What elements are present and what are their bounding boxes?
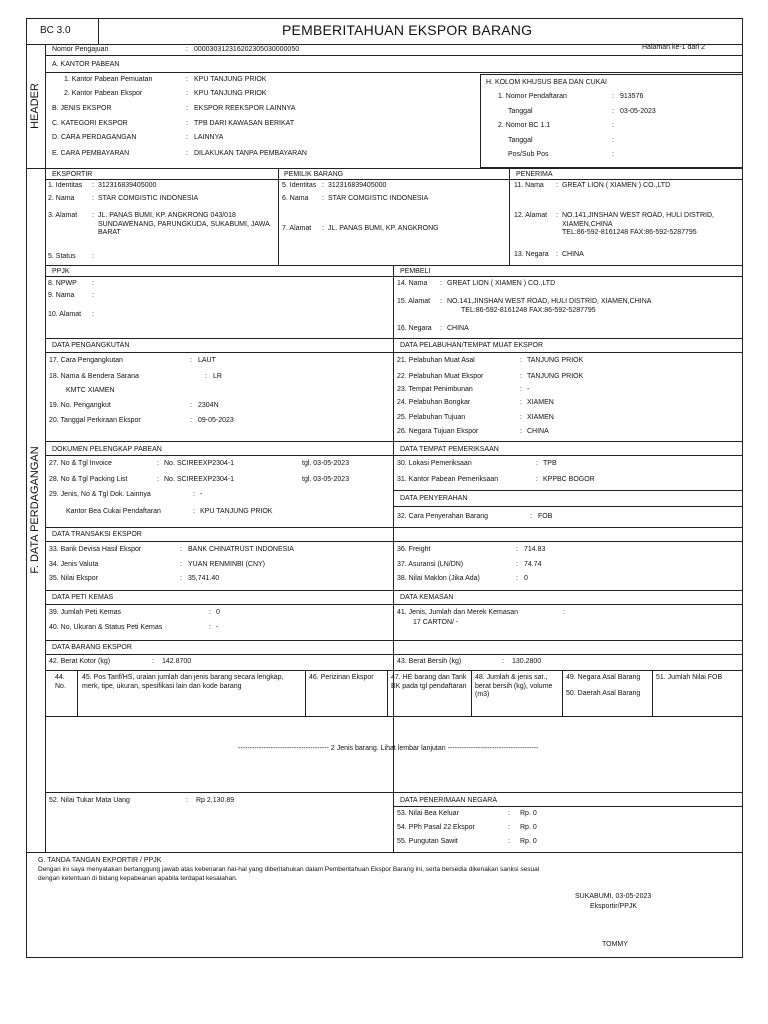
f29-value: - [200,491,203,498]
kantor-ekspor-label: 2. Kantor Pabean Ekspor [64,90,143,97]
f41-label: 41. Jenis, Jumlah dan Merek Kemasan [397,609,519,616]
ppjk-title: PPJK [52,268,70,275]
pembeli-alamat-value: NO.141,JINSHAN WEST ROAD, HULI DISTRID, XIAMEN,CHINA [447,298,652,305]
f42-label: 42. Berat Kotor (kg) [49,658,111,665]
ttd-name: TOMMY [602,941,628,948]
kantor-muat-value: KPU TANJUNG PRIOK [194,76,267,83]
pemeriksaan-title: DATA TEMPAT PEMERIKSAAN [400,446,499,453]
f28-date: tgl. 03-05-2023 [302,476,350,483]
f55-value: Rp. 0 [520,838,537,845]
f25-value: XIAMEN [527,414,554,421]
f26-label: 26. Negara Tujuan Ekspor [397,428,479,435]
f21-label: 21. Pelabuhan Muat Asal [397,357,475,364]
f36-value: 714.83 [524,546,546,553]
f28-label: 28. No & Tgl Packing List [49,476,128,483]
penerimaan-title: DATA PENERIMAAN NEGARA [400,797,497,804]
f54-label: 54. PPh Pasal 22 Ekspor [397,824,475,831]
tanggal-bc11-label: Tanggal [508,137,533,144]
f41-value: 17 CARTON/ - [413,619,459,626]
pembeli-negara-label: 16. Negara [397,325,432,332]
tanggal-daftar-label: Tanggal [508,108,533,115]
f24-value: XIAMEN [527,399,554,406]
nomor-bc11-label: 2. Nomor BC 1.1 [498,122,551,129]
pembeli-alamat-tel: TEL:86-592-8161248 FAX:86-592-5287795 [461,307,596,314]
transaksi-title: DATA TRANSAKSI EKSPOR [52,531,142,538]
form-title: PEMBERITAHUAN EKSPOR BARANG [282,22,533,38]
kemasan-title: DATA KEMASAN [400,594,454,601]
penerima-negara-value: CHINA [562,251,584,258]
f53-label: 53. Nilai Bea Keluar [397,810,459,817]
f39-label: 39. Jumlah Peti Kemas [49,609,121,616]
f40-value: - [216,624,219,631]
pembeli-nama-value: GREAT LION ( XIAMEN ) CO.,LTD [447,280,556,287]
f53-value: Rp. 0 [520,810,537,817]
f35-value: 35,741.40 [188,575,220,582]
pemilik-identitas-value: 312316839405000 [328,182,387,189]
form-code: BC 3.0 [40,25,71,36]
kategori-ekspor-value: TPB DARI KAWASAN BERIKAT [194,120,295,127]
eksportir-alamat-value: JL. PANAS BUMI, KP. ANGKRONG 043/018 SUNDAWENANG, PARUNGKUDA, SUKABUMI, JAWA BARAT [98,212,270,236]
halaman: Halaman ke-1 dari 2 [642,44,706,51]
tanggal-daftar-value: 03-05-2023 [620,108,656,115]
pemilik-nama-value: STAR COMGISTIC INDONESIA [328,195,429,202]
kantor-bc-value: KPU TANJUNG PRIOK [200,508,273,515]
f24-label: 24. Pelabuhan Bongkar [397,399,471,406]
ttd-title: G. TANDA TANGAN EKPORTIR / PPJK [38,857,162,864]
f20-value: 09-05-2023 [198,417,234,424]
penerima-alamat-value: NO.141,JINSHAN WEST ROAD, HULI DISTRID, XIAMEN,CHINA [562,212,714,228]
pemilik-alamat-value: JL. PANAS BUMI, KP. ANGKRONG [328,225,439,232]
f19-label: 19. No. Pengangkut [49,402,111,409]
ppjk-nama-label: 9. Nama [48,292,75,299]
f21-value: TANJUNG PRIOK [527,357,584,364]
penerima-alamat-tel: TEL:86-592-8161248 FAX:86-592-5287795 [562,229,697,236]
eksportir-identitas-label: 1. Identitas [48,182,83,189]
ppjk-alamat-label: 10. Alamat [48,311,82,318]
kategori-ekspor-label: C. KATEGORI EKSPOR [52,120,128,127]
side-label-data-perdagangan: F. DATA PERDAGANGAN [29,446,41,574]
penerima-negara-label: 13. Negara [514,251,549,258]
eksportir-status-label: 5. Status [48,253,76,260]
penerima-nama-label: 11. Nama [514,182,544,189]
eksportir-nama-label: 2. Nama [48,195,75,202]
f37-label: 37. Asuransi (LN/DN) [397,561,464,568]
f34-label: 34. Jenis Valuta [49,561,99,568]
f34-value: YUAN RENMINBI (CNY) [188,561,266,568]
f27-value: No. SCIREEXP2304-1 [164,460,235,467]
kantor-section: A. KANTOR PABEAN [52,61,120,68]
pembeli-alamat-label: 15. Alamat [397,298,431,305]
f27-label: 27. No & Tgl Invoice [49,460,112,467]
cara-dagang-label: D. CARA PERDAGANGAN [52,134,137,141]
pelabuhan-title: DATA PELABUHAN/TEMPAT MUAT EKSPOR [400,342,544,349]
f26-value: CHINA [527,428,549,435]
f23-label: 23. Tempat Penimbunan [397,386,473,393]
kantor-muat-label: 1. Kantor Pabean Pemuatan [64,76,153,83]
f37-value: 74.74 [524,561,542,568]
kantor-bc-label: Kantor Bea Cukai Pendaftaran [66,508,161,515]
penerima-title: PENERIMA [516,171,553,178]
f19-value: 2304N [198,402,219,409]
dokumen-title: DOKUMEN PELENGKAP PABEAN [52,446,162,453]
f52-label: 52. Nilai Tukar Mata Uang [49,797,130,804]
col-47: 47. HE barang dan Tarik BK pada tgl pendaftaran [391,674,467,690]
col-50: 50. Daerah Asal Barang [566,690,641,697]
f30-value: TPB [543,460,557,467]
f33-label: 33. Bank Devisa Hasil Ekspor [49,546,142,553]
f30-label: 30. Lokasi Pemeriksaan [397,460,472,467]
f17-value: LAUT [198,357,216,364]
pembeli-nama-label: 14. Nama [397,280,428,287]
peti-title: DATA PETI KEMAS [52,594,114,601]
col-48: 48. Jumlah & jenis sat., berat bersih (kg), volume (m3) [475,674,553,698]
ppjk-npwp-label: 8. NPWP [48,280,77,287]
f52-value: Rp 2,130.89 [196,797,235,804]
ttd-statement-1: Dengan ini saya menyatakan bertanggung jawab atas kebenaran hal-hal yang diberitahukan dalam Pemberitahuan Ekspor Barang ini, serta bersedia dikenakan sanksi sesual [38,866,540,873]
f55-label: 55. Pungutan Sawit [397,838,458,845]
kolom-khusus-title: H. KOLOM KHUSUS BEA DAN CUKAI [486,79,607,86]
penerima-alamat-label: 12. Alamat [514,212,548,219]
lembar-lanjutan-note: --------------------------------------- 2 Jenis barang. Lihat lembar lanjutan --------------------------------------- [238,745,539,752]
pemilik-nama-label: 6. Nama [282,195,309,202]
col-44: 44. No. [55,674,66,690]
nomor-pendaftaran-value: 913576 [620,93,644,100]
f20-label: 20. Tanggal Perkiraan Ekspor [49,417,141,424]
col-45: 45. Pos Tarif/HS, uraian jumlah dan jenis barang secara lengkap, merk, tipe, ukuran, spesifikasi lain dan kode barang [82,674,284,690]
f38-value: 0 [524,575,528,582]
f43-label: 43. Berat Bersih (kg) [397,658,462,665]
f31-label: 31. Kantor Pabean Pemeriksaan [397,476,499,483]
ttd-statement-2: dengan ketentuan di bidang kepabeanan apabila terdapat kesalahan. [38,875,238,882]
kantor-ekspor-value: KPU TANJUNG PRIOK [194,90,267,97]
f42-value: 142.8700 [162,658,192,665]
cara-dagang-value: LAINNYA [194,134,224,141]
eksportir-alamat-label: 3. Alamat [48,212,78,219]
f43-value: 130.2800 [512,658,542,665]
f18-value: LR [213,373,222,380]
eksportir-nama-value: STAR COMGISTIC INDONESIA [98,195,199,202]
eksportir-identitas-value: 312316839405000 [98,182,157,189]
f36-label: 36. Freight [397,546,431,553]
f40-label: 40. No, Ukuran & Status Peti Kemas [49,624,163,631]
pembeli-negara-value: CHINA [447,325,469,332]
f25-label: 25. Pelabuhan Tujuan [397,414,466,421]
barang-title: DATA BARANG EKSPOR [52,644,132,651]
f22-value: TANJUNG PRIOK [527,373,584,380]
f38-label: 38. Nilai Maklon (Jika Ada) [397,575,480,582]
pos-label: Pos/Sub Pos [508,151,549,158]
ttd-place-date: SUKABUMI, 03-05-2023 [575,893,652,900]
f35-label: 35. Nilai Ekspor [49,575,99,582]
f29-label: 29. Jenis, No & Tgl Dok. Lainnya [49,491,151,498]
f22-label: 22. Pelabuhan Muat Ekspor [397,373,484,380]
f54-value: Rp. 0 [520,824,537,831]
side-label-header: HEADER [29,83,41,129]
jenis-ekspor-label: B. JENIS EKSPOR [52,105,112,112]
pembeli-title: PEMBELI [400,268,431,275]
pengangkutan-title: DATA PENGANGKUTAN [52,342,130,349]
f17-label: 17. Cara Pengangkutan [49,357,123,364]
col-46: 46. Perizinan Ekspor [309,674,374,681]
f32-value: FOB [538,513,553,520]
eksportir-title: EKSPORTIR [52,171,93,178]
jenis-ekspor-value: EKSPOR REEKSPOR LAINNYA [194,105,296,112]
nomor-pengajuan-label: Nomor Pengajuan [52,46,109,53]
f28-value: No. SCIREEXP2304-1 [164,476,235,483]
f32-label: 32. Cara Penyerahan Barang [397,513,489,520]
pemilik-alamat-label: 7. Alamat [282,225,312,232]
f39-value: 0 [216,609,220,616]
cara-bayar-label: E. CARA PEMBAYARAN [52,150,130,157]
cara-bayar-value: DILAKUKAN TANPA PEMBAYARAN [194,150,307,157]
f23-value: - [527,386,530,393]
col-49: 49. Negara Asal Barang [566,674,641,681]
f27-date: tgl. 03-05-2023 [302,460,350,467]
f18-sub: KMTC XIAMEN [66,387,115,394]
nomor-pengajuan-value: 000030312316202305030000050 [194,46,300,53]
f33-value: BANK CHINATRUST INDONESIA [188,546,294,553]
pemilik-identitas-label: 5. Identitas [282,182,317,189]
penerima-nama-value: GREAT LION ( XIAMEN ) CO.,LTD [562,182,671,189]
f31-value: KPPBC BOGOR [543,476,595,483]
nomor-pendaftaran-label: 1. Nomor Pendaftaran [498,93,567,100]
penyerahan-title: DATA PENYERAHAN [400,495,468,502]
ttd-role: Eksportir/PPJK [590,903,638,910]
col-51: 51. Jumlah Nilai FOB [656,674,723,681]
f18-label: 18. Nama & Bendera Sarana [49,373,139,380]
pemilik-title: PEMILIK BARANG [284,171,344,178]
